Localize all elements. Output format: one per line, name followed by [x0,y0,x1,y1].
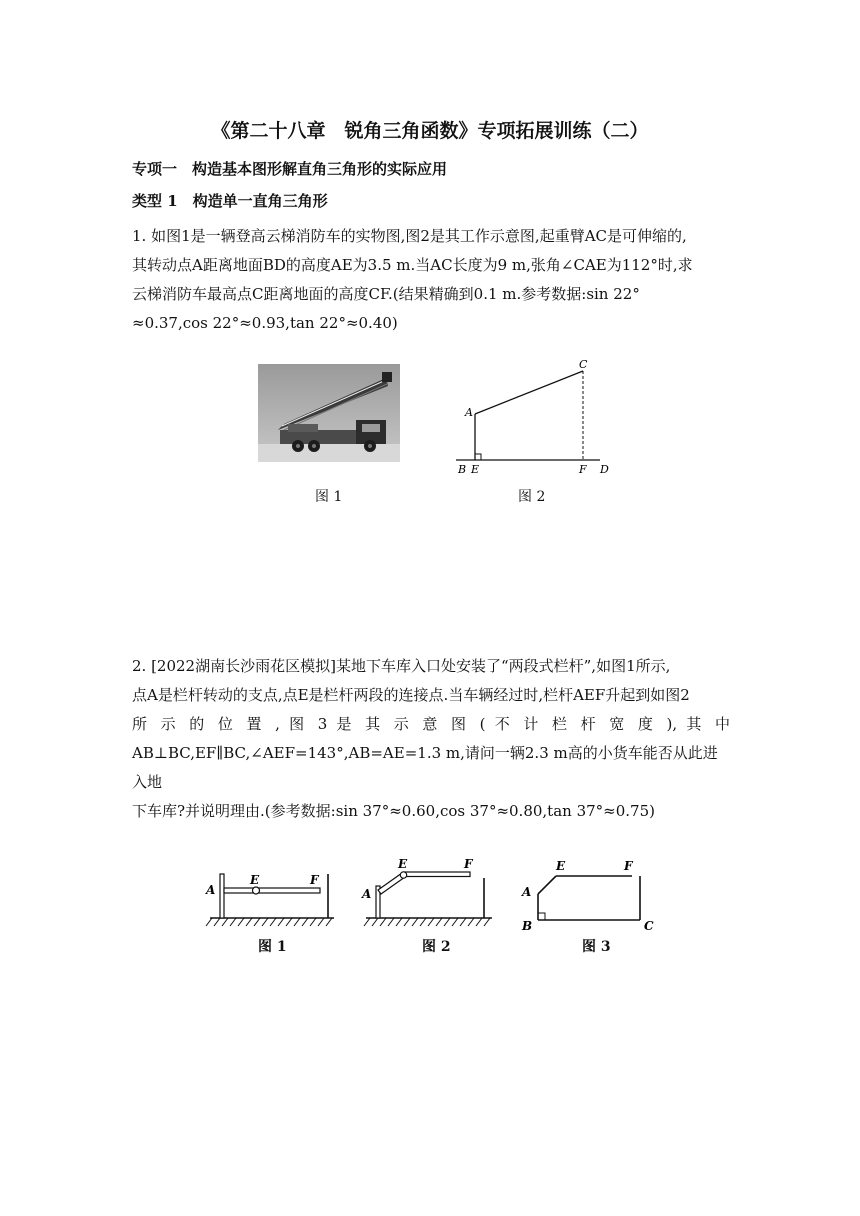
label-c: C [644,919,654,933]
question-1-line: 云梯消防车最高点C距离地面的高度CF.(结果精确到0.1 m.参考数据:sin 22° [132,285,640,303]
label-f: F [579,463,587,476]
question-1-line: 其转动点A距离地面BD的高度AE为3.5 m.当AC长度为9 m,张角∠CAE为112°时,求 [132,256,693,274]
label-b: B [458,463,467,476]
barrier-figure-1 [200,856,340,930]
page-title: 《第二十八章 锐角三角函数》专项拓展训练（二） [211,120,649,142]
subsection-heading: 类型 1 构造单一直角三角形 [132,192,328,210]
question-2-line: 点A是栏杆转动的支点,点E是栏杆两段的连接点.当车辆经过时,栏杆AEF升起到如图2 [132,686,690,704]
segment-ac [475,371,583,414]
label-f: F [464,857,473,871]
question-2-line: 下车库?并说明理由.(参考数据:sin 37°≈0.60,cos 37°≈0.80,tan 37°≈0.75) [132,802,655,820]
label-c: C [579,358,588,371]
fire-truck-diagram [450,356,620,476]
figure-caption: 图 2 [518,489,546,505]
label-f: F [624,859,633,873]
label-d: D [600,463,609,476]
question-2-line: AB⊥BC,EF∥BC,∠AEF=143°,AB=AE=1.3 m,请问一辆2.3 m高的小货车能否从此进入地 [132,744,718,791]
figure-caption: 图 3 [582,939,611,955]
barrier-figure-3 [516,852,666,934]
label-e: E [398,857,408,871]
section-heading: 专项一 构造基本图形解直角三角形的实际应用 [132,160,448,178]
barrier-figure-2 [358,856,498,930]
label-e: E [471,463,480,476]
label-e: E [250,873,260,887]
label-e: E [556,859,566,873]
question-2-line: 2. [2022湖南长沙雨花区模拟]某地下车库入口处安装了“两段式栏杆”,如图1所示, [132,657,671,675]
question-2-text [132,652,730,826]
label-b: B [522,919,533,933]
question-1-line: 1. 如图1是一辆登高云梯消防车的实物图,图2是其工作示意图,起重臂AC是可伸缩的, [132,227,687,245]
label-a: A [465,406,473,419]
figure-caption: 图 2 [422,939,451,955]
figure-caption: 图 1 [315,489,343,505]
label-a: A [206,883,216,897]
label-a: A [522,885,532,899]
question-2-line: 所 示 的 位 置 , 图 3 是 其 示 意 图 ( 不 计 栏 杆 宽 度 ), 其 中 [132,715,730,733]
figure-caption: 图 1 [258,939,287,955]
question-1-text [132,222,730,338]
question-1-line: ≈0.37,cos 22°≈0.93,tan 22°≈0.40) [132,314,398,332]
fire-truck-photo [258,364,400,462]
label-a: A [362,887,372,901]
label-f: F [310,873,319,887]
